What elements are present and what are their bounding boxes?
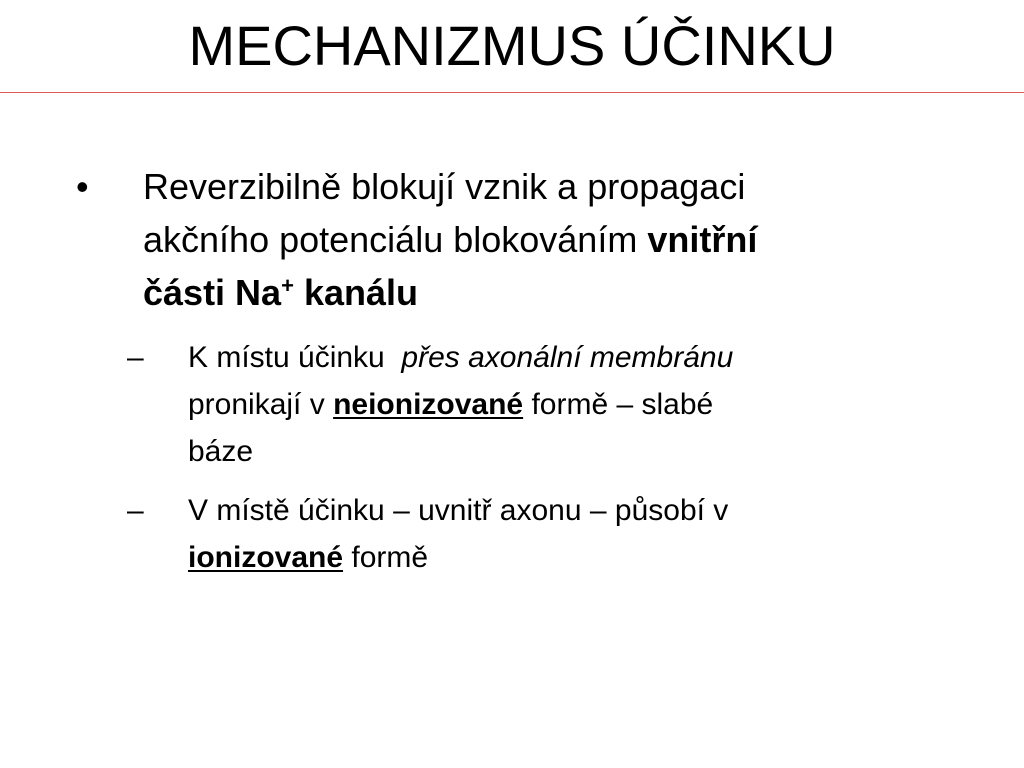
sub-bullet-2-line-2-emphasis: ionizované	[188, 541, 344, 574]
title-divider	[0, 92, 1024, 93]
main-bullet-text	[143, 160, 963, 319]
sub-bullet-1-line-1-plain: K místu účinku	[188, 341, 402, 374]
sub-bullet-1-line-3: báze	[188, 435, 254, 468]
sub-bullet-2-line-2	[188, 534, 948, 581]
main-bullet-line-1: Reverzibilně blokují vznik a propagaci	[143, 166, 746, 207]
sub-bullet-1-line-1-italic: přes axonální membránu	[401, 341, 734, 374]
sub-bullet-1-line-1	[188, 334, 948, 381]
main-bullet-line-3-bold-b: kanálu	[293, 272, 418, 313]
sub-bullet-2-line-1: V místě účinku – uvnitř axonu – působí v	[188, 494, 729, 527]
sub-bullet-2-text	[188, 487, 948, 581]
main-bullet-line-2	[143, 213, 963, 266]
main-bullet-line-3-bold-a: části Na	[143, 272, 282, 313]
sub-bullet-marker: –	[127, 494, 144, 527]
main-bullet-line-3	[143, 266, 963, 319]
sub-bullet-1-line-2-plain-a: pronikají v	[188, 388, 334, 421]
sub-bullet-1-text	[188, 334, 948, 475]
sub-bullet-1-line-2	[188, 381, 948, 428]
main-bullet-line-2-plain: akčního potenciálu blokováním	[143, 219, 648, 260]
sub-bullet-1-line-2-plain-b: formě – slabé	[523, 388, 714, 421]
sub-bullet-1-line-2-emphasis: neionizované	[333, 388, 524, 421]
slide-title: MECHANIZMUS ÚČINKU	[188, 14, 836, 77]
sub-bullet-2-line-2-plain: formě	[343, 541, 429, 574]
superscript-plus: +	[281, 273, 294, 298]
main-bullet-line-2-bold: vnitřní	[647, 219, 758, 260]
bullet-marker: •	[76, 166, 89, 207]
sub-bullet-marker: –	[127, 341, 144, 374]
